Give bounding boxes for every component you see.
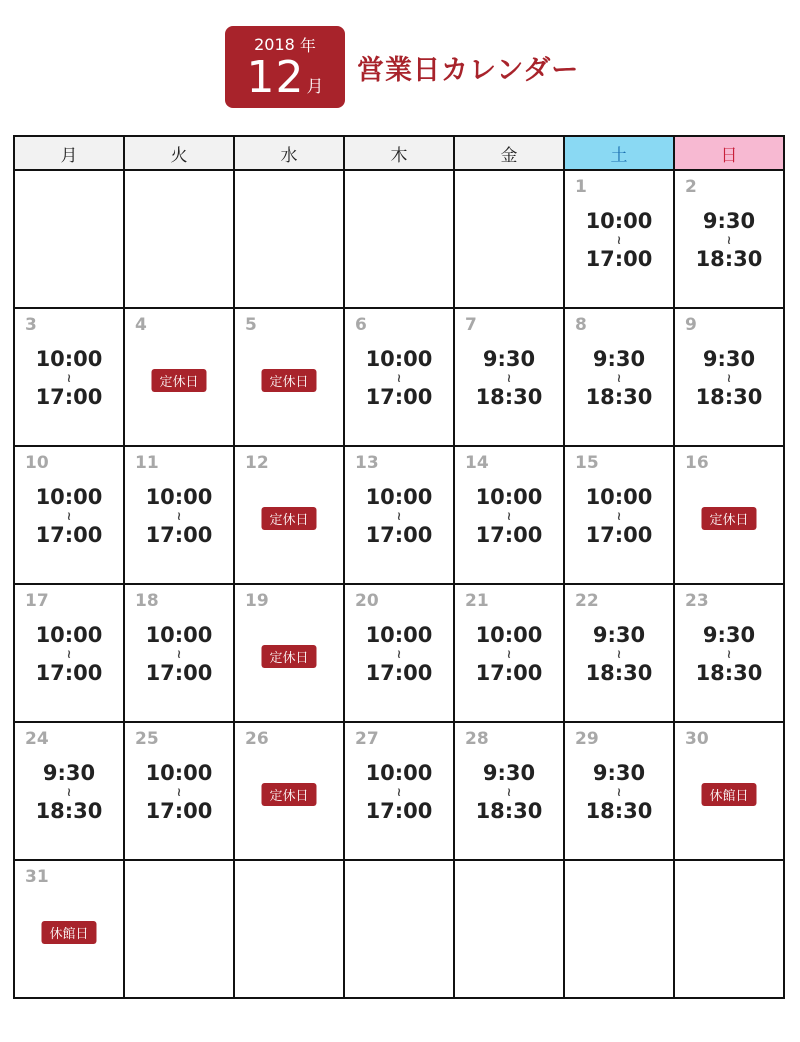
- day-cell: [234, 584, 344, 722]
- time-separator: ≀: [66, 509, 72, 523]
- closing-time: 18:30: [585, 385, 653, 409]
- business-hours: [125, 761, 233, 823]
- day-cell: [234, 308, 344, 446]
- day-cell: [454, 308, 564, 446]
- opening-time: 9:30: [702, 623, 756, 647]
- closing-time: 18:30: [475, 385, 543, 409]
- weekday-fri: 金: [454, 136, 564, 170]
- time-separator: ≀: [506, 509, 512, 523]
- weekday-wed: 水: [234, 136, 344, 170]
- opening-time: 10:00: [365, 347, 433, 371]
- time-separator: ≀: [176, 647, 182, 661]
- business-hours: [125, 485, 233, 547]
- opening-time: 10:00: [35, 347, 103, 371]
- month-row: [225, 54, 345, 102]
- business-hours: [455, 761, 563, 823]
- day-number: 20: [355, 591, 379, 611]
- time-separator: ≀: [396, 785, 402, 799]
- day-cell: [674, 584, 784, 722]
- opening-time: 10:00: [145, 761, 213, 785]
- closing-time: 17:00: [35, 385, 103, 409]
- day-cell: [124, 170, 234, 308]
- week-row: [14, 446, 784, 584]
- day-cell: [344, 860, 454, 998]
- closing-time: 17:00: [365, 661, 433, 685]
- day-number: 10: [25, 453, 49, 473]
- opening-time: 10:00: [365, 761, 433, 785]
- day-number: 6: [355, 315, 367, 335]
- closing-time: 17:00: [145, 523, 213, 547]
- closing-time: 18:30: [475, 799, 543, 823]
- opening-time: 10:00: [145, 485, 213, 509]
- time-separator: ≀: [506, 371, 512, 385]
- day-cell: [124, 722, 234, 860]
- time-separator: ≀: [726, 647, 732, 661]
- day-number: 27: [355, 729, 379, 749]
- opening-time: 9:30: [592, 761, 646, 785]
- year-unit: 年: [299, 36, 316, 55]
- day-cell: [344, 170, 454, 308]
- day-number: 16: [685, 453, 709, 473]
- day-cell: [344, 308, 454, 446]
- closing-time: 17:00: [365, 523, 433, 547]
- day-cell: [234, 170, 344, 308]
- business-hours: [345, 485, 453, 547]
- business-hours: [675, 347, 783, 409]
- business-hours: [565, 209, 673, 271]
- day-number: 1: [575, 177, 587, 197]
- business-hours: [455, 347, 563, 409]
- month-badge: [225, 26, 345, 108]
- day-number: 31: [25, 867, 49, 887]
- day-number: 5: [245, 315, 257, 335]
- closing-time: 17:00: [475, 661, 543, 685]
- closed-day-badge: 休館日: [41, 921, 96, 944]
- time-separator: ≀: [506, 647, 512, 661]
- day-number: 13: [355, 453, 379, 473]
- day-number: 8: [575, 315, 587, 335]
- closing-time: 17:00: [475, 523, 543, 547]
- day-cell: [234, 860, 344, 998]
- time-separator: ≀: [616, 647, 622, 661]
- regular-holiday-badge: 定休日: [151, 369, 206, 392]
- opening-time: 10:00: [475, 485, 543, 509]
- opening-time: 10:00: [475, 623, 543, 647]
- weekday-mon: 月: [14, 136, 124, 170]
- closing-time: 18:30: [585, 799, 653, 823]
- day-number: 14: [465, 453, 489, 473]
- regular-holiday-badge: 定休日: [261, 507, 316, 530]
- day-cell: [564, 584, 674, 722]
- day-cell: [564, 170, 674, 308]
- week-row: [14, 584, 784, 722]
- day-cell: [234, 446, 344, 584]
- closing-time: 17:00: [365, 799, 433, 823]
- opening-time: 9:30: [482, 347, 536, 371]
- business-hours: [345, 761, 453, 823]
- weekday-header-row: [14, 136, 784, 170]
- day-number: 9: [685, 315, 697, 335]
- time-separator: ≀: [616, 233, 622, 247]
- opening-time: 9:30: [592, 623, 646, 647]
- day-number: 17: [25, 591, 49, 611]
- year-number: 2018: [254, 35, 295, 54]
- closing-time: 18:30: [35, 799, 103, 823]
- day-cell: [14, 308, 124, 446]
- time-separator: ≀: [726, 371, 732, 385]
- weekday-sat: 土: [564, 136, 674, 170]
- closing-time: 18:30: [585, 661, 653, 685]
- day-number: 19: [245, 591, 269, 611]
- day-cell: [14, 722, 124, 860]
- time-separator: ≀: [506, 785, 512, 799]
- day-cell: [454, 860, 564, 998]
- day-number: 23: [685, 591, 709, 611]
- day-cell: [454, 170, 564, 308]
- business-hours: [345, 347, 453, 409]
- day-cell: [124, 446, 234, 584]
- day-number: 18: [135, 591, 159, 611]
- business-hours: [565, 761, 673, 823]
- business-hours: [455, 623, 563, 685]
- calendar-header: [225, 26, 579, 108]
- closing-time: 17:00: [365, 385, 433, 409]
- day-cell: [674, 860, 784, 998]
- weekday-sun: 日: [674, 136, 784, 170]
- opening-time: 9:30: [702, 347, 756, 371]
- day-cell: [344, 446, 454, 584]
- business-hours: [15, 623, 123, 685]
- day-cell: [674, 170, 784, 308]
- closing-time: 18:30: [695, 661, 763, 685]
- business-hours: [455, 485, 563, 547]
- day-number: 2: [685, 177, 697, 197]
- day-number: 26: [245, 729, 269, 749]
- business-hours: [15, 485, 123, 547]
- regular-holiday-badge: 定休日: [261, 369, 316, 392]
- day-number: 21: [465, 591, 489, 611]
- day-cell: [564, 308, 674, 446]
- business-hours: [15, 347, 123, 409]
- page-title: 営業日カレンダー: [357, 54, 580, 86]
- day-cell: [674, 308, 784, 446]
- day-cell: [234, 722, 344, 860]
- day-cell: [14, 446, 124, 584]
- day-number: 22: [575, 591, 599, 611]
- business-hours: [345, 623, 453, 685]
- time-separator: ≀: [176, 785, 182, 799]
- weekday-tue: 火: [124, 136, 234, 170]
- week-row: [14, 860, 784, 998]
- day-number: 3: [25, 315, 37, 335]
- day-number: 29: [575, 729, 599, 749]
- month-number: 12: [246, 52, 305, 103]
- time-separator: ≀: [66, 371, 72, 385]
- closing-time: 17:00: [145, 799, 213, 823]
- day-cell: [454, 584, 564, 722]
- closing-time: 17:00: [585, 247, 653, 271]
- closed-day-badge: 休館日: [701, 783, 756, 806]
- time-separator: ≀: [176, 509, 182, 523]
- opening-time: 10:00: [35, 623, 103, 647]
- day-cell: [344, 584, 454, 722]
- closing-time: 17:00: [35, 523, 103, 547]
- day-cell: [564, 722, 674, 860]
- business-calendar: [13, 135, 785, 999]
- day-cell: [124, 860, 234, 998]
- time-separator: ≀: [616, 371, 622, 385]
- time-separator: ≀: [396, 647, 402, 661]
- day-cell: [564, 446, 674, 584]
- time-separator: ≀: [66, 647, 72, 661]
- day-cell: [454, 722, 564, 860]
- business-hours: [565, 347, 673, 409]
- day-number: 24: [25, 729, 49, 749]
- day-cell: [124, 308, 234, 446]
- closing-time: 18:30: [695, 385, 763, 409]
- opening-time: 9:30: [42, 761, 96, 785]
- closing-time: 18:30: [695, 247, 763, 271]
- time-separator: ≀: [396, 371, 402, 385]
- opening-time: 10:00: [585, 209, 653, 233]
- day-cell: [14, 860, 124, 998]
- day-number: 28: [465, 729, 489, 749]
- time-separator: ≀: [396, 509, 402, 523]
- day-cell: [14, 584, 124, 722]
- time-separator: ≀: [66, 785, 72, 799]
- week-row: [14, 170, 784, 308]
- opening-time: 10:00: [365, 485, 433, 509]
- business-hours: [675, 623, 783, 685]
- opening-time: 10:00: [585, 485, 653, 509]
- time-separator: ≀: [616, 785, 622, 799]
- day-number: 4: [135, 315, 147, 335]
- day-cell: [564, 860, 674, 998]
- day-number: 7: [465, 315, 477, 335]
- day-number: 30: [685, 729, 709, 749]
- closing-time: 17:00: [585, 523, 653, 547]
- day-cell: [454, 446, 564, 584]
- calendar-body: [14, 170, 784, 998]
- business-hours: [675, 209, 783, 271]
- business-hours: [565, 485, 673, 547]
- closing-time: 17:00: [145, 661, 213, 685]
- day-cell: [344, 722, 454, 860]
- day-number: 25: [135, 729, 159, 749]
- day-number: 15: [575, 453, 599, 473]
- week-row: [14, 722, 784, 860]
- business-hours: [565, 623, 673, 685]
- time-separator: ≀: [616, 509, 622, 523]
- opening-time: 9:30: [702, 209, 756, 233]
- day-cell: [674, 446, 784, 584]
- opening-time: 10:00: [145, 623, 213, 647]
- opening-time: 9:30: [592, 347, 646, 371]
- regular-holiday-badge: 定休日: [261, 783, 316, 806]
- closing-time: 17:00: [35, 661, 103, 685]
- regular-holiday-badge: 定休日: [701, 507, 756, 530]
- day-cell: [124, 584, 234, 722]
- week-row: [14, 308, 784, 446]
- opening-time: 10:00: [365, 623, 433, 647]
- business-hours: [15, 761, 123, 823]
- day-cell: [674, 722, 784, 860]
- business-hours: [125, 623, 233, 685]
- day-number: 11: [135, 453, 159, 473]
- regular-holiday-badge: 定休日: [261, 645, 316, 668]
- day-cell: [14, 170, 124, 308]
- opening-time: 9:30: [482, 761, 536, 785]
- opening-time: 10:00: [35, 485, 103, 509]
- month-unit: 月: [306, 77, 324, 97]
- weekday-thu: 木: [344, 136, 454, 170]
- time-separator: ≀: [726, 233, 732, 247]
- day-number: 12: [245, 453, 269, 473]
